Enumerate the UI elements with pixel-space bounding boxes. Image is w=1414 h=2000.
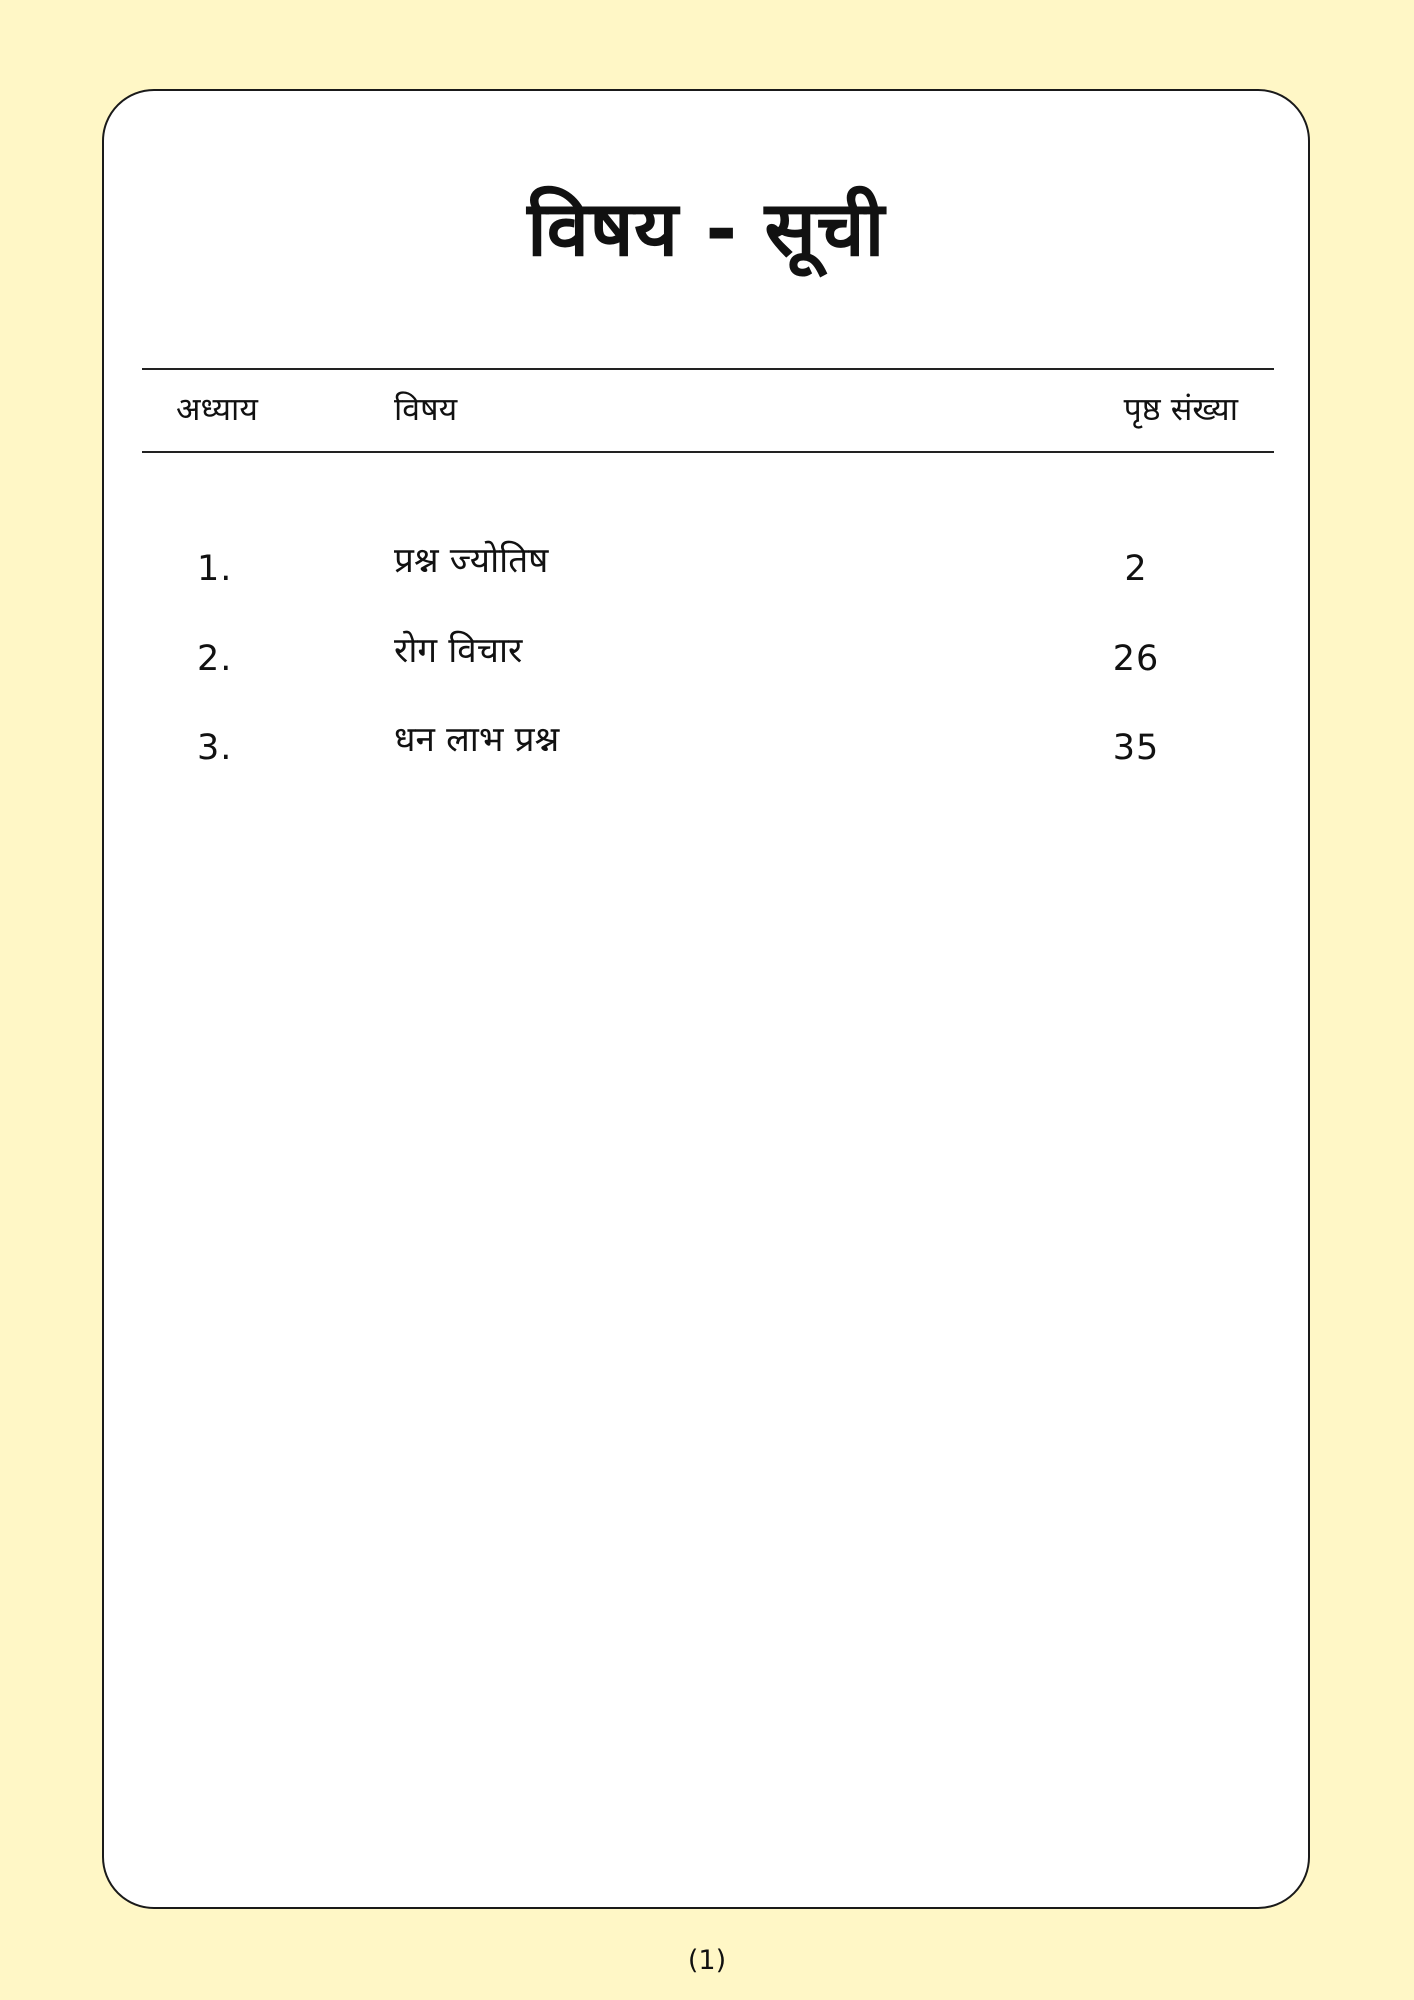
column-header-page: पृष्ठ संख्या (1123, 390, 1238, 428)
page-number: 26 (1112, 639, 1160, 679)
header-bottom-rule (142, 451, 1274, 453)
chapter-subject: प्रश्न ज्योतिष (394, 541, 549, 581)
chapter-subject: धन लाभ प्रश्न (394, 720, 560, 760)
chapter-number: 3. (197, 728, 233, 768)
column-header-chapter: अध्याय (176, 390, 258, 428)
toc-entry (104, 539, 1308, 599)
page-footer-number: (1) (687, 1945, 727, 1976)
chapter-number: 2. (197, 639, 233, 679)
contents-page (102, 89, 1310, 1909)
chapter-number: 1. (197, 549, 233, 589)
page-number: 2 (1124, 549, 1148, 589)
column-header-subject: विषय (394, 390, 458, 428)
toc-entry (104, 629, 1308, 689)
header-top-rule (142, 368, 1274, 370)
page-title: विषय - सूची (527, 184, 885, 273)
chapter-subject: रोग विचार (394, 631, 523, 671)
toc-entry (104, 718, 1308, 778)
page-number: 35 (1112, 728, 1160, 768)
